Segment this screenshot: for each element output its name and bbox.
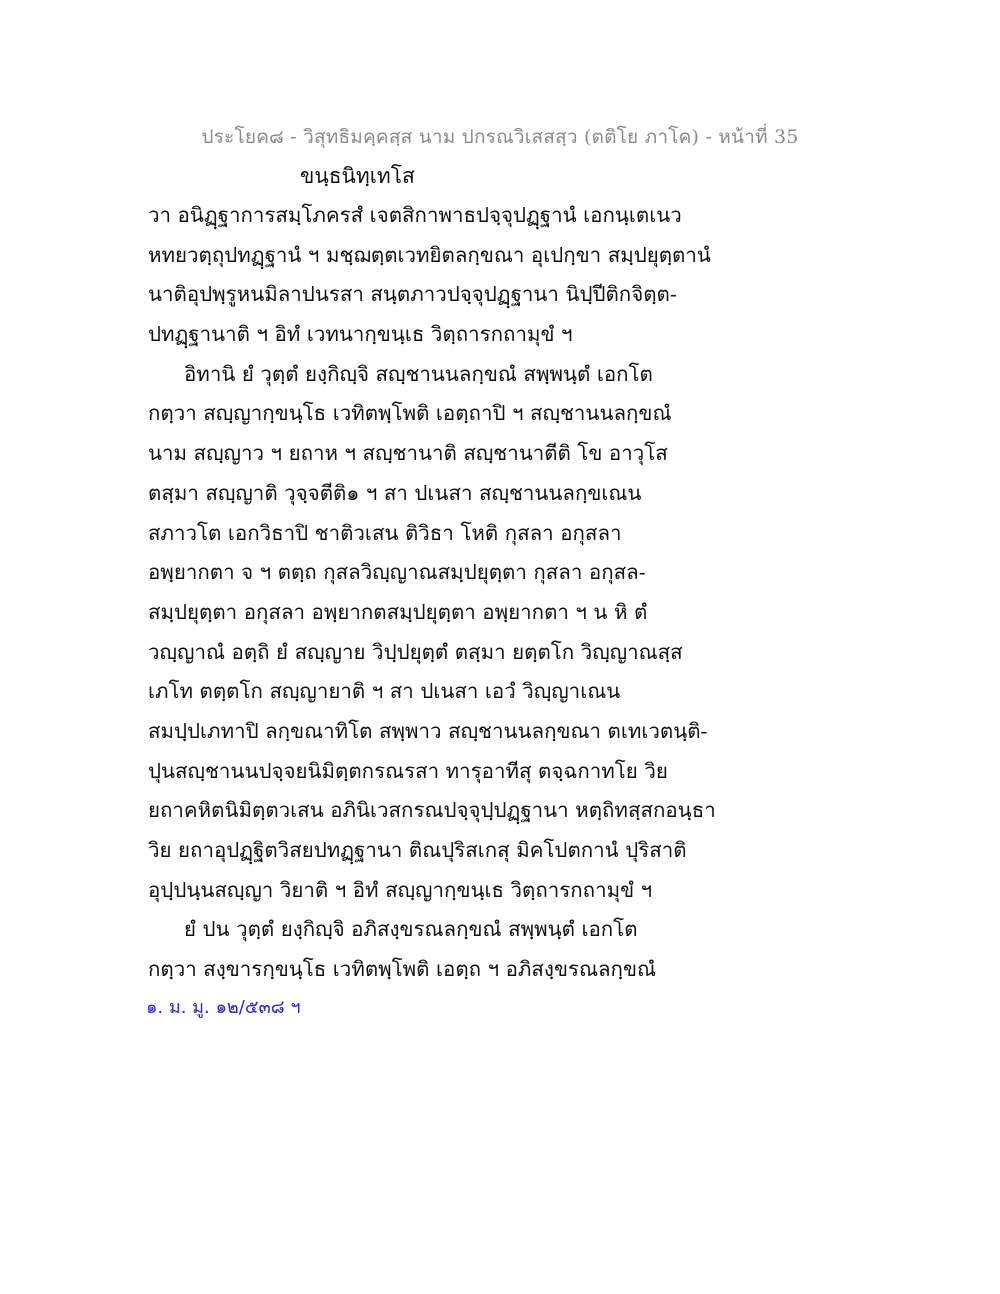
text-line: ปทฏฺฐานาติ ฯ อิทํ เวทนากฺขนฺเธ วิตฺถารกถามุขํ ฯ xyxy=(148,322,573,347)
text-line: อุปฺปนฺนสญฺญา วิยาติ ฯ อิทํ สญฺญากฺขนฺเธ วิตฺถารกถามุขํ ฯ xyxy=(148,877,653,902)
text-line: หทยวตฺถุปทฏฺฐานํ ฯ มชฺฌตฺตเวทยิตลกฺขณา อุเปกฺขา สมฺปยุตฺตานํ xyxy=(148,242,711,267)
text-line: วิย ยถาอุปฏฺฐิตวิสยปทฏฺฐานา ติณปุริสเกสุ มิคโปตกานํ ปุริสาติ xyxy=(148,838,687,862)
running-header: ประโยค๘ - วิสุทธิมคฺคสฺส นาม ปกรณวิเสสสฺว (ตติโย ภาโค) - หน้าที่ 35 xyxy=(201,126,799,148)
text-line: ตสฺมา สญฺญาติ วุจฺจตีติ๑ ฯ สา ปเนสา สญฺชานนลกฺขเณน xyxy=(148,480,642,505)
footnote: ๑. ม. มู. ๑๒/๕๓๘ ฯ xyxy=(146,997,301,1018)
text-line: ยถาคหิตนิมิตฺตวเสน อภินิเวสกรณปจฺจุปฺปฏฺฐานา หตฺถิทสฺสกอนฺธา xyxy=(148,798,716,823)
text-line: ปุนสญฺชานนปจฺจยนิมิตฺตกรณรสา ทารุอาทีสุ ตจฺฉกาทโย วิย xyxy=(148,758,668,783)
text-line: สมฺปยุตฺตา อกุสลา อพฺยากตสมฺปยุตฺตา อพฺยากตา ฯ น หิ ตํ xyxy=(148,599,648,624)
text-line: กตฺวา สงฺขารกฺขนฺโธ เวทิตพฺโพติ เอตฺถ ฯ อภิสงฺขรณลกฺขณํ xyxy=(148,957,656,982)
text-line: วญฺญาณํ อตฺถิ ยํ สญฺญาย วิปฺปยุตฺตํ ตสฺมา ยตฺตโก วิญฺญาณสฺส xyxy=(148,639,683,664)
text-line: สมปฺปเภทาปิ ลกฺขณาทิโต สพฺพาว สญฺชานนลกฺขณา ตเทเวตนฺติ- xyxy=(148,718,708,743)
text-line: วา อนิฏฺฐาการสมฺโภครสํ เจตสิกาพาธปจฺจุปฏฺฐานํ เอกนฺเตเนว xyxy=(148,203,682,227)
text-line: อิทานิ ยํ วุตฺตํ ยงฺกิญฺจิ สญฺชานนลกฺขณํ สพฺพนฺตํ เอกโต xyxy=(184,361,653,386)
text-line: กตฺวา สญฺญากฺขนฺโธ เวทิตพฺโพติ เอตฺถาปิ ฯ สญฺชานนลกฺขณํ xyxy=(148,401,672,426)
text-line: สภาวโต เอกวิธาปิ ชาติวเสน ติวิธา โหติ กุสลา อกุสลา xyxy=(148,520,622,545)
text-line: ยํ ปน วุตฺตํ ยงฺกิญฺจิ อภิสงฺขรณลกฺขณํ สพฺพนฺตํ เอกโต xyxy=(184,917,638,942)
section-title: ขนฺธนิทฺเทโส xyxy=(300,164,415,188)
text-line: เภโท ตตฺตโก สญฺญายาติ ฯ สา ปเนสา เอวํ วิญฺญาเณน xyxy=(148,679,621,704)
text-line: นาติอุปพฺรูหนมิลาปนรสา สนฺตภาวปจฺจุปฏฺฐานา นิปฺปีติกจิตฺต- xyxy=(148,282,677,307)
text-line: อพฺยากตา จ ฯ ตตฺถ กุสลวิญฺญาณสมฺปยุตฺตา กุสลา อกุสล- xyxy=(148,560,646,585)
body-text xyxy=(148,198,716,992)
text-line: นาม สญฺญาว ฯ ยถาห ฯ สญฺชานาติ สญฺชานาตีติ โข อาวุโส xyxy=(148,441,668,466)
